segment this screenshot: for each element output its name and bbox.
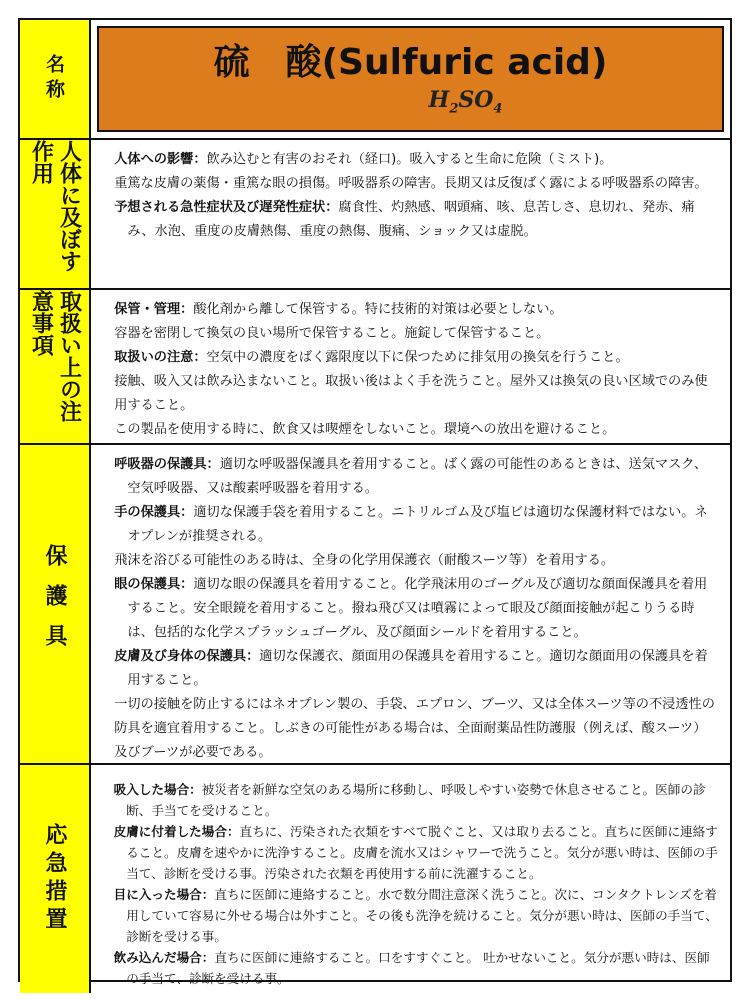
name-label: 名称: [43, 54, 65, 104]
emergency-label: 応急措置: [42, 823, 67, 935]
effects-label-cell: [20, 140, 91, 290]
effects-line: 予想される急性症状及び遅発性症状：腐食性、灼熱感、咽頭痛、咳、息苦しさ、息切れ、発赤、痛み、水泡、重度の皮膚熱傷、重度の熱傷、腹痛、ショック又は虚脱。: [114, 200, 695, 239]
name-banner: [97, 26, 724, 132]
handling-line: 容器を密閉して換気の良い場所で保管すること。施錠して保管すること。: [114, 326, 550, 341]
emergency-line: 目に入った場合：直ちに医師に連絡すること。水で数分間注意深く洗うこと。次に、コンタクトレンズを着用していて容易に外せる場合は外すこと。その後も洗浄を続けること。気分が悪い時は、医師の手当て、診断を受ける事。: [113, 887, 718, 944]
emergency-line: 吸入した場合：被災者を新鮮な空気のある場所に移動し、呼吸しやすい姿勢で休息させること。医師の診断、手当てを受けること。: [113, 782, 706, 818]
effects-line: 重篤な皮膚の薬傷・重篤な眼の損傷。呼吸器系の障害。長期又は反復ばく露による呼吸器系の障害。: [114, 176, 708, 191]
chemical-formula: $H_2SO_4$: [428, 87, 503, 117]
handling-line: 接触、吸入又は飲み込まないこと。取扱い後はよく手を洗うこと。屋外又は換気の良い区域でのみ使用すること。: [114, 374, 708, 413]
protection-content: [91, 445, 730, 765]
protection-label: 保護具: [42, 544, 67, 664]
handling-content: [91, 290, 730, 445]
protection-line: 呼吸器の保護具：適切な呼吸器保護具を着用すること。ばく露の可能性のあるときは、送気マスク、空気呼吸器、又は酸素呼吸器を着用する。: [114, 457, 708, 496]
emergency-line: 皮膚に付着した場合：直ちに、汚染された衣類をすべて脱ぐこと、又は取り去ること。直ちに医師に連絡すること。皮膚を速やかに洗浄すること。皮膚を流水又はシャワーで洗うこと。気分が悪い時は、医師の手当て、診断を受ける事。汚染された衣類を再使用する前に洗濯すること。: [113, 824, 718, 881]
effects-line: 人体への影響：飲み込むと有害のおそれ（経口)。吸入すると生命に危険（ミスト)。: [114, 152, 613, 167]
handling-label-cell: [20, 290, 91, 445]
effects-label: 人体に及ぼす作用: [28, 140, 82, 272]
handling-line: 取扱いの注意：空気中の濃度をばく露限度以下に保つために排気用の換気を行うこと。: [114, 350, 629, 365]
sds-label-board: [18, 18, 732, 986]
protection-line: 一切の接触を防止するにはネオプレン製の、手袋、エプロン、ブーツ、又は全体スーツ等の不浸透性の防具を適宜着用すること。しぶきの可能性がある場合は、全面耐薬品性防護服（例えば、酸スーツ）及びブーツが必要である。: [114, 697, 715, 760]
name-cell: [91, 20, 730, 140]
effects-content: [91, 140, 730, 290]
protection-line: 眼の保護具：適切な眼の保護具を着用すること。化学飛沫用のゴーグル及び適切な顔面保護具を着用すること。安全眼鏡を着用すること。撥ね飛び又は噴霧によって眼及び顔面接触が起こりうる時は、包括的な化学スプラッシュゴーグル、及び顔面シールドを着用すること。: [114, 577, 708, 640]
protection-line: 手の保護具：適切な保護手袋を着用すること。ニトリルゴム及び塩ビは適切な保護材料ではない。ネオプレンが推奨される。: [114, 505, 708, 544]
protection-label-cell: [20, 445, 91, 765]
handling-line: この製品を使用する時に、飲食又は喫煙をしないこと。環境への放出を避けること。: [114, 422, 616, 437]
handling-line: 保管・管理：酸化剤から離して保管する。特に技術的対策は必要としない。: [114, 302, 563, 317]
emergency-label-cell: [20, 765, 91, 993]
emergency-content: [91, 765, 730, 993]
protection-line: 皮膚及び身体の保護具：適切な保護衣、顔面用の保護具を着用すること。適切な顔面用の保護具を着用すること。: [114, 649, 708, 688]
emergency-line: 飲み込んだ場合：直ちに医師に連絡すること。口をすすぐこと。 吐かせないこと。気分が悪い時は、医師の手当て、診断を受ける事。: [113, 950, 710, 986]
protection-line: 飛沫を浴びる可能性のある時は、全身の化学用保護衣（耐酸スーツ等）を着用する。: [114, 553, 615, 568]
name-label-cell: [20, 20, 91, 140]
chemical-name: 硫 酸(Sulfuric acid): [213, 42, 608, 84]
handling-label: 取扱い上の注意事項: [28, 290, 82, 422]
